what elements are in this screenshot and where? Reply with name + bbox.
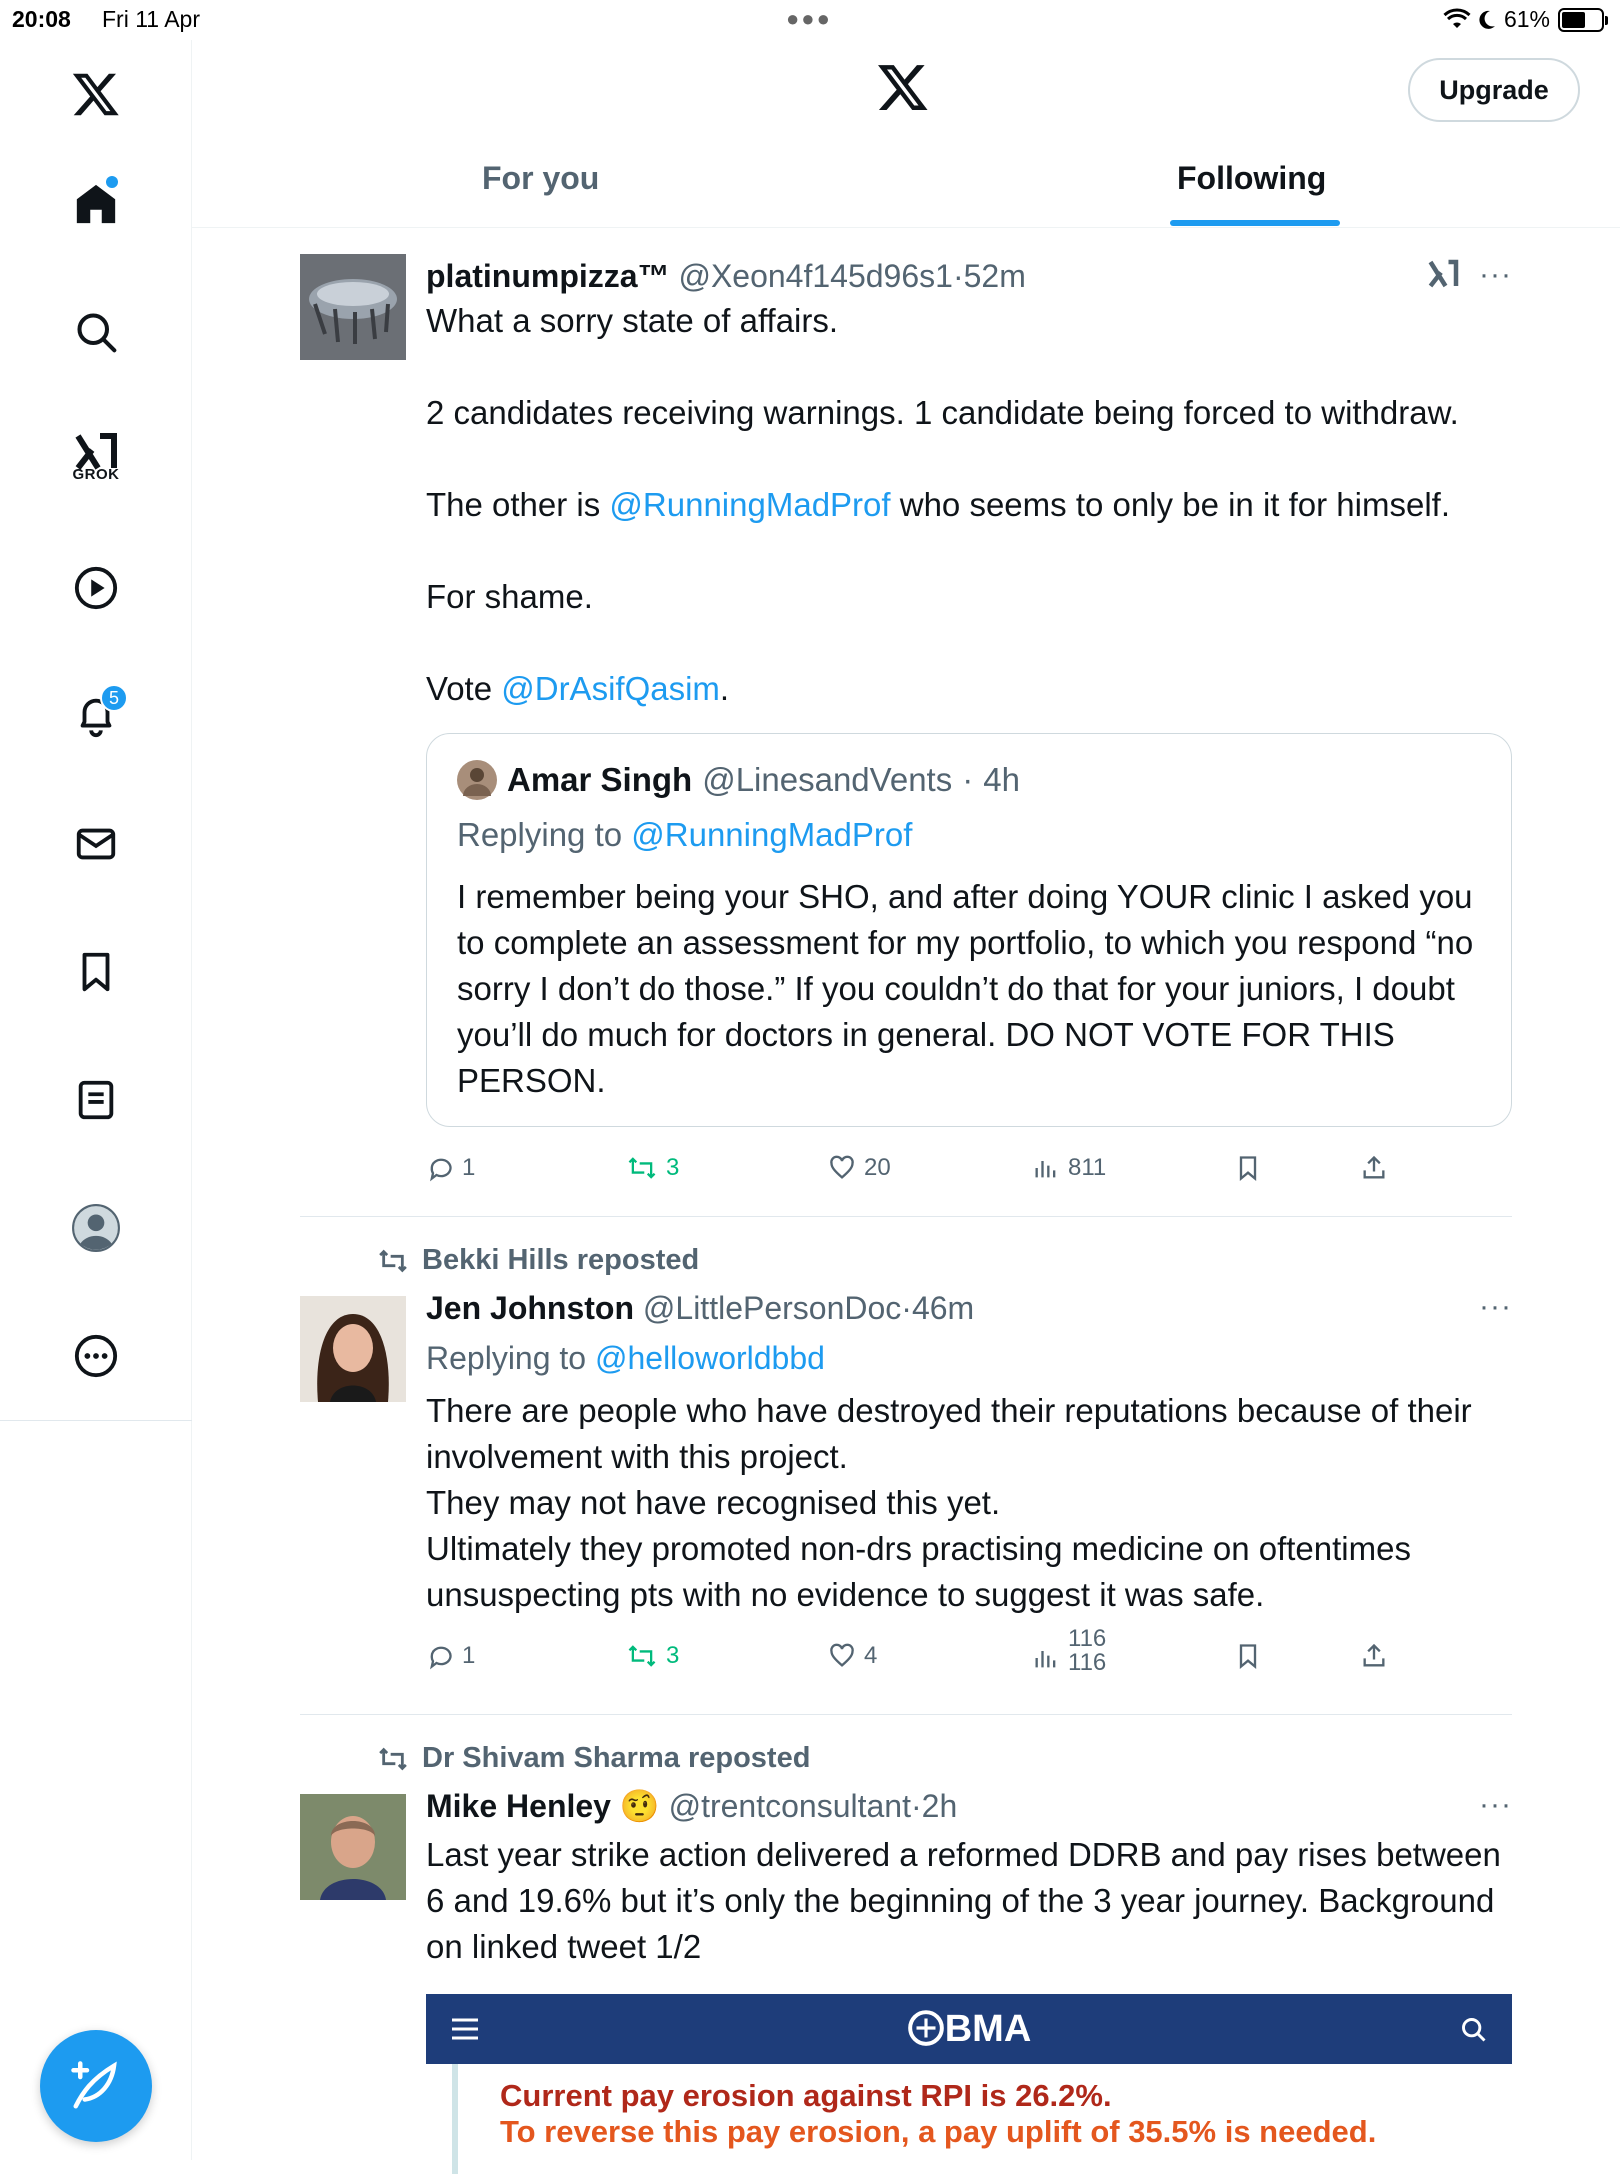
video-icon[interactable] (66, 558, 126, 618)
quoted-post-text: I remember being your SHO, and after doing YOUR clinic I asked you to complete an assessment for my portfolio, to which you respond “no sorry I don’t do those.” If you couldn’t do that for your juniors, I doubt you’ll do much for doctors in general. DO NOT VOTE FOR THIS PERSON. (457, 878, 1474, 1099)
grok-icon[interactable] (66, 422, 126, 482)
post-line: They may not have recognised this yet. (426, 1484, 1001, 1521)
compose-post-button[interactable] (40, 2030, 152, 2142)
author-handle[interactable]: @Xeon4f145d96s1 (678, 258, 953, 294)
timeline-header (192, 40, 1620, 228)
repost-button[interactable]: 3 (626, 1154, 679, 1182)
post-line: Ultimately they promoted non-drs practising medicine on oftentimes unsuspecting pts with no evidence to suggest it was safe. (426, 1530, 1411, 1613)
post-text (426, 298, 1512, 712)
repost-context (376, 1742, 810, 1775)
profile-avatar-icon[interactable] (66, 1198, 126, 1258)
post-line: Vote @DrAsifQasim. (426, 670, 730, 707)
post-line: 2 candidates receiving warnings. 1 candidate being forced to withdraw. (426, 394, 1459, 431)
avatar[interactable] (300, 254, 406, 360)
repost-icon (376, 1745, 410, 1773)
bma-logo-icon (907, 2009, 945, 2047)
mention-link[interactable]: @RunningMadProf (631, 816, 913, 853)
status-right (1444, 6, 1604, 33)
replying-to: Replying to @helloworldbbd (426, 1340, 825, 1376)
home-unread-dot (106, 176, 118, 188)
views-icon (1032, 1154, 1060, 1182)
home-icon[interactable] (66, 174, 126, 234)
tab-active-indicator (1170, 220, 1340, 226)
x-logo-icon[interactable] (66, 64, 126, 124)
card-subheadline: To reverse this pay erosion, a pay uplift of 35.5% is needed. (500, 2114, 1377, 2149)
battery-percent: 61% (1503, 6, 1550, 32)
bookmarks-icon[interactable] (66, 942, 126, 1002)
heart-icon (828, 1642, 856, 1670)
more-menu-icon[interactable] (66, 1326, 126, 1386)
heart-icon (828, 1154, 856, 1182)
post[interactable] (300, 254, 1512, 1184)
wifi-icon (1444, 10, 1470, 30)
card-brand: BMA (426, 2008, 1512, 2051)
post-line: What a sorry state of affairs. (426, 302, 839, 339)
grok-explain-icon[interactable] (1426, 256, 1462, 297)
views-button[interactable]: 116 116 (1032, 1642, 1106, 1674)
notifications-icon[interactable] (66, 686, 126, 746)
post-line: The other is @RunningMadProf who seems to only be in it for himself. (426, 486, 1450, 523)
views-icon (1032, 1644, 1060, 1672)
repost-icon (626, 1642, 658, 1670)
lists-icon[interactable] (66, 1070, 126, 1130)
post-line: There are people who have destroyed their reputations because of their involvement with this project. (426, 1392, 1472, 1475)
more-options-icon[interactable]: ··· (1479, 258, 1512, 291)
bookmark-icon (1234, 1154, 1262, 1182)
mention-link[interactable]: @DrAsifQasim (501, 670, 720, 707)
quoted-replying-to: Replying to @RunningMadProf (457, 816, 913, 853)
mention-link[interactable]: @RunningMadProf (609, 486, 891, 523)
post-meta: Jen Johnston @LittlePersonDoc·46m (426, 1290, 975, 1326)
tab-following[interactable]: Following (1177, 160, 1327, 196)
avatar[interactable] (300, 1296, 406, 1402)
author-name[interactable]: Mike Henley (426, 1788, 611, 1824)
card-headline: Current pay erosion against RPI is 26.2%. (500, 2078, 1112, 2113)
status-time: 20:08 (12, 6, 71, 32)
author-handle[interactable]: @trentconsultant (668, 1788, 911, 1824)
post-actions (426, 1625, 1426, 1682)
sidebar (0, 40, 192, 2160)
quoted-author-handle: @LinesandVents (702, 761, 953, 798)
x-header-logo-icon[interactable] (876, 60, 930, 119)
reply-button[interactable]: 1 (426, 1154, 475, 1182)
post-meta: platinumpizza™ @Xeon4f145d96s1·52m (426, 258, 1026, 294)
bookmark-button[interactable] (1234, 1154, 1262, 1182)
post-time[interactable]: 46m (911, 1290, 975, 1326)
author-emoji: 🤨 (619, 1788, 660, 1824)
reply-icon (426, 1154, 454, 1182)
share-icon (1360, 1642, 1388, 1670)
quoted-post-time: 4h (983, 761, 1020, 798)
sidebar-divider (0, 1420, 192, 1421)
quoted-author-name: Amar Singh (507, 761, 693, 798)
quoted-post-meta: Amar Singh @LinesandVents · 4h (457, 760, 1020, 800)
post-separator (300, 1714, 1512, 1715)
mention-link[interactable]: @helloworldbbd (594, 1340, 825, 1376)
share-button[interactable] (1360, 1642, 1388, 1670)
repost-icon (376, 1247, 410, 1275)
post[interactable] (300, 1742, 1512, 2160)
quoted-avatar (457, 760, 497, 800)
quoted-post[interactable] (426, 733, 1512, 1127)
author-name[interactable]: Jen Johnston (426, 1290, 635, 1326)
link-card[interactable] (426, 1994, 1512, 2174)
moon-icon (1478, 10, 1496, 30)
repost-context (376, 1244, 699, 1277)
reply-icon (426, 1642, 454, 1670)
bookmark-button[interactable] (1234, 1642, 1262, 1670)
post-text (426, 1388, 1512, 1618)
card-accent-bar (452, 2064, 458, 2174)
post-meta: Mike Henley 🤨 @trentconsultant·2h (426, 1788, 958, 1824)
battery-icon (1558, 8, 1604, 32)
reposted-by-text[interactable]: Dr Shivam Sharma reposted (422, 1742, 811, 1774)
notifications-badge: 5 (100, 684, 128, 712)
share-icon (1360, 1154, 1388, 1182)
post-actions (426, 1154, 1426, 1194)
card-search-icon (1460, 2016, 1488, 2044)
reply-button[interactable]: 1 (426, 1642, 475, 1670)
compose-feather-icon (69, 2059, 123, 2113)
upgrade-button[interactable]: Upgrade (1408, 58, 1580, 122)
repost-icon (626, 1154, 658, 1182)
messages-icon[interactable] (66, 814, 126, 874)
status-bar (0, 0, 1620, 40)
grok-label: GROK (72, 466, 120, 483)
multitasking-dots[interactable]: ●●● (786, 6, 832, 31)
tab-for-you[interactable]: For you (482, 160, 600, 196)
post-time[interactable]: 2h (921, 1788, 958, 1824)
views-button[interactable]: 811 (1032, 1154, 1106, 1182)
battery-fill (1562, 12, 1585, 28)
post-time[interactable]: 52m (963, 258, 1026, 294)
avatar[interactable] (300, 1794, 406, 1900)
more-options-icon[interactable]: ··· (1479, 1290, 1512, 1323)
author-handle[interactable]: @LittlePersonDoc (642, 1290, 902, 1326)
share-button[interactable] (1360, 1154, 1388, 1182)
repost-button[interactable]: 3 (626, 1642, 679, 1670)
reposted-by-text[interactable]: Bekki Hills reposted (422, 1244, 700, 1276)
like-button[interactable]: 20 (828, 1154, 891, 1182)
more-options-icon[interactable]: ··· (1479, 1788, 1512, 1821)
post[interactable] (300, 1244, 1512, 1674)
post-separator (300, 1216, 1512, 1217)
status-date: Fri 11 Apr (102, 6, 200, 32)
author-name[interactable]: platinumpizza™ (426, 258, 670, 294)
post-text: Last year strike action delivered a reformed DDRB and pay rises between 6 and 19.6% but it’s only the beginning of the 3 year journey. Background on linked tweet 1/2 (426, 1836, 1501, 1965)
like-button[interactable]: 4 (828, 1642, 877, 1670)
bookmark-icon (1234, 1642, 1262, 1670)
search-icon[interactable] (66, 302, 126, 362)
post-line: For shame. (426, 578, 593, 615)
